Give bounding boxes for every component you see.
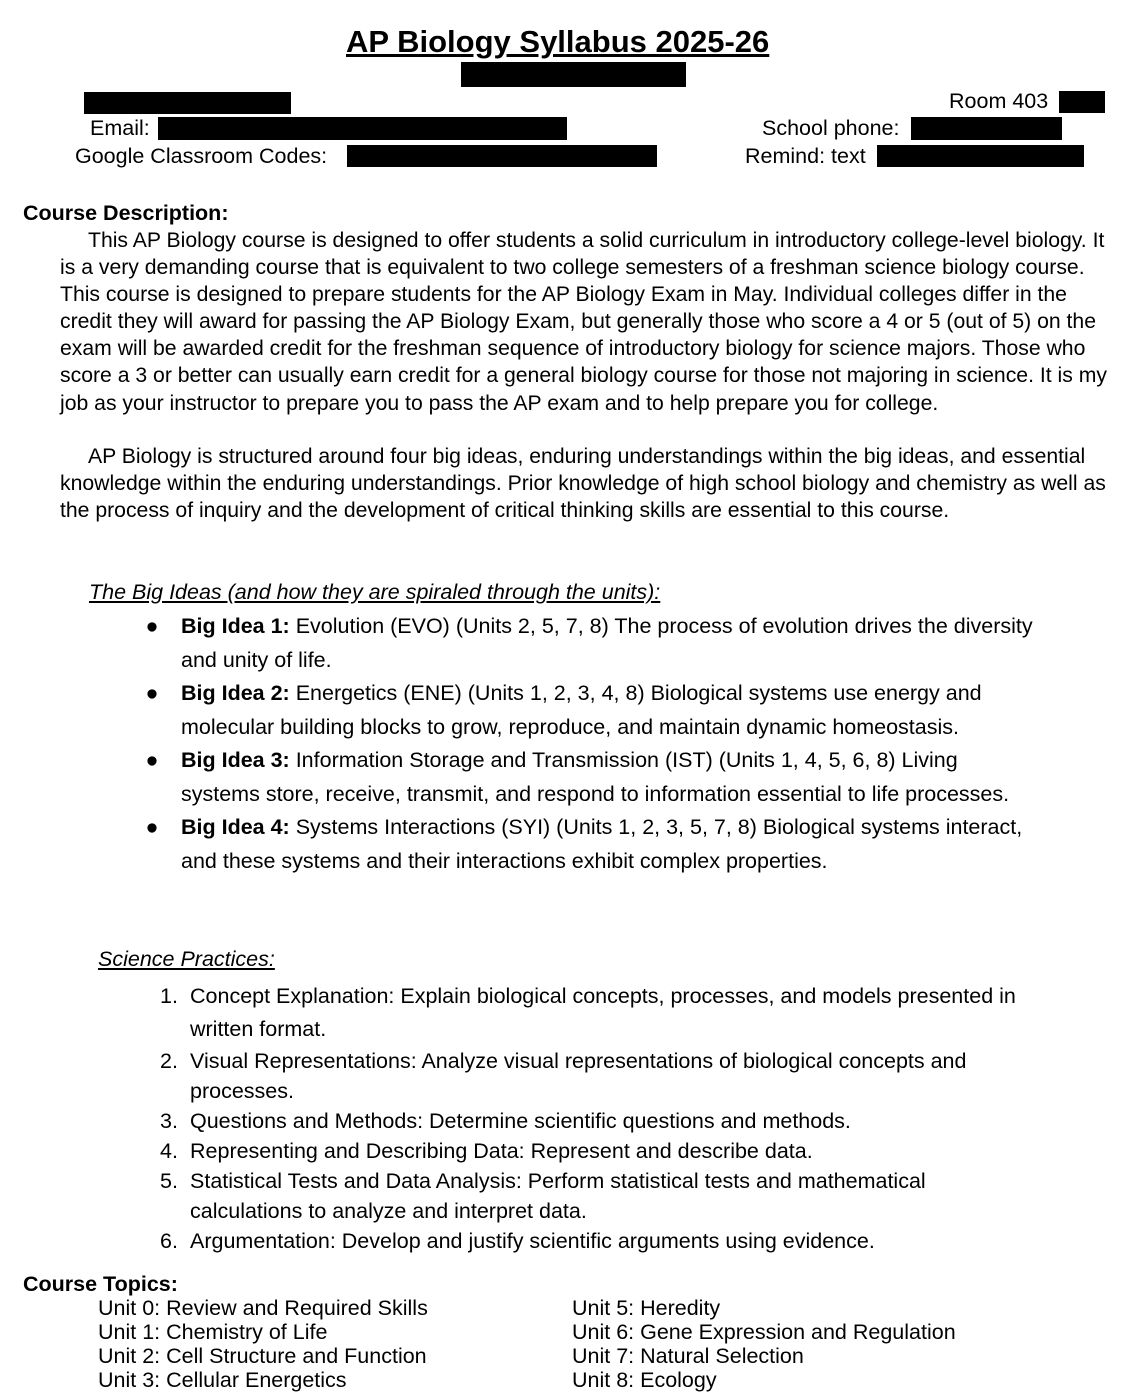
big-idea-label: Big Idea 4: bbox=[181, 815, 290, 839]
redacted-block bbox=[461, 62, 686, 87]
bullet-icon: ● bbox=[145, 748, 159, 772]
practice-text: Concept Explanation: Explain biological concepts, processes, and models presented in written format. bbox=[190, 984, 1016, 1041]
practice-number: 2. bbox=[160, 1049, 178, 1073]
practice-text: Argumentation: Develop and justify scientific arguments using evidence. bbox=[190, 1229, 875, 1253]
big-idea-item bbox=[142, 811, 1042, 878]
course-topics-right bbox=[572, 1296, 956, 1392]
big-idea-text: Energetics (ENE) (Units 1, 2, 3, 4, 8) Biological systems use energy and molecular building blocks to grow, reproduce, and maintain dynamic homeostasis. bbox=[181, 681, 982, 739]
practice-text: Statistical Tests and Data Analysis: Perform statistical tests and mathematical calculations to analyze and interpret data. bbox=[190, 1169, 926, 1223]
course-description-heading: Course Description: bbox=[23, 201, 229, 225]
practice-item bbox=[160, 1046, 1040, 1106]
big-idea-text: Evolution (EVO) (Units 2, 5, 7, 8) The process of evolution drives the diversity and unity of life. bbox=[181, 614, 1033, 672]
course-topics-heading: Course Topics: bbox=[23, 1272, 178, 1296]
practice-item bbox=[160, 1226, 1040, 1256]
redacted-block bbox=[347, 145, 657, 167]
big-idea-label: Big Idea 2: bbox=[181, 681, 290, 705]
bullet-icon: ● bbox=[145, 614, 159, 638]
practice-item bbox=[160, 980, 1040, 1046]
big-ideas-list bbox=[142, 610, 1042, 878]
practice-number: 1. bbox=[160, 984, 178, 1008]
topic-item: Unit 3: Cellular Energetics bbox=[98, 1368, 347, 1392]
phone-label: School phone: bbox=[762, 116, 900, 140]
room-label: Room 403 bbox=[949, 89, 1049, 113]
big-idea-item bbox=[142, 677, 1042, 744]
practice-text: Visual Representations: Analyze visual representations of biological concepts and processes. bbox=[190, 1049, 967, 1103]
science-practices-heading: Science Practices: bbox=[98, 947, 275, 971]
remind-label: Remind: text bbox=[745, 144, 866, 168]
big-ideas-heading: The Big Ideas (and how they are spiraled through the units): bbox=[89, 580, 661, 604]
practice-text: Representing and Describing Data: Represent and describe data. bbox=[190, 1139, 813, 1163]
classroom-codes-label: Google Classroom Codes: bbox=[75, 144, 328, 168]
big-idea-text: Systems Interactions (SYI) (Units 1, 2, 3, 5, 7, 8) Biological systems interact, and these systems and their interactions exhibit complex properties. bbox=[181, 815, 1023, 873]
practice-number: 6. bbox=[160, 1229, 178, 1253]
redacted-block bbox=[1059, 91, 1105, 113]
topic-item: Unit 0: Review and Required Skills bbox=[98, 1296, 428, 1320]
paragraph-text: AP Biology is structured around four big ideas, enduring understandings within the big ideas, and essential knowledge within the enduring understandings. Prior knowledge of high school biology and chemistry as well as the process of inquiry and the development of critical thinking skills are essential to this course. bbox=[60, 445, 1106, 523]
practice-item bbox=[160, 1166, 1040, 1226]
redacted-block bbox=[158, 117, 567, 140]
topic-item: Unit 1: Chemistry of Life bbox=[98, 1320, 328, 1344]
practice-number: 5. bbox=[160, 1169, 178, 1193]
email-label: Email: bbox=[90, 116, 150, 140]
redacted-block bbox=[84, 92, 291, 114]
bullet-icon: ● bbox=[145, 815, 159, 839]
redacted-block bbox=[911, 117, 1062, 140]
redacted-block bbox=[877, 145, 1084, 167]
topic-item: Unit 2: Cell Structure and Function bbox=[98, 1344, 427, 1368]
big-idea-label: Big Idea 3: bbox=[181, 748, 290, 772]
practice-text: Questions and Methods: Determine scientific questions and methods. bbox=[190, 1109, 851, 1133]
science-practices-list bbox=[160, 980, 1040, 1256]
topic-item: Unit 6: Gene Expression and Regulation bbox=[572, 1320, 956, 1344]
paragraph-text: This AP Biology course is designed to offer students a solid curriculum in introductory college-level biology. It is a very demanding course that is equivalent to two college semesters of a freshman science biology course. This course is designed to prepare students for the AP Biology Exam in May. Individual colleges differ in the credit they will award for passing the AP Biology Exam, but generally those who score a 4 or 5 (out of 5) on the exam will be awarded credit for the freshman sequence of introductory biology for science majors. Those who score a 3 or better can usually earn credit for a general biology course for those not majoring in science. It is my job as your instructor to prepare you to pass the AP exam and to help prepare you for college. bbox=[60, 229, 1107, 415]
big-idea-label: Big Idea 1: bbox=[181, 614, 290, 638]
big-idea-item bbox=[142, 744, 1042, 811]
bullet-icon: ● bbox=[145, 681, 159, 705]
course-description-paragraph-1 bbox=[60, 227, 1122, 417]
practice-number: 4. bbox=[160, 1139, 178, 1163]
big-idea-text: Information Storage and Transmission (IST) (Units 1, 4, 5, 6, 8) Living systems store, receive, transmit, and respond to information essential to life processes. bbox=[181, 748, 1010, 806]
topic-item: Unit 5: Heredity bbox=[572, 1296, 721, 1320]
course-topics-left bbox=[98, 1296, 428, 1392]
big-idea-item bbox=[142, 610, 1042, 677]
topic-item: Unit 7: Natural Selection bbox=[572, 1344, 804, 1368]
page-title: AP Biology Syllabus 2025-26 bbox=[346, 24, 770, 59]
practice-number: 3. bbox=[160, 1109, 178, 1133]
practice-item bbox=[160, 1106, 1040, 1136]
topic-item: Unit 8: Ecology bbox=[572, 1368, 717, 1392]
course-description-paragraph-2 bbox=[60, 443, 1122, 524]
practice-item bbox=[160, 1136, 1040, 1166]
